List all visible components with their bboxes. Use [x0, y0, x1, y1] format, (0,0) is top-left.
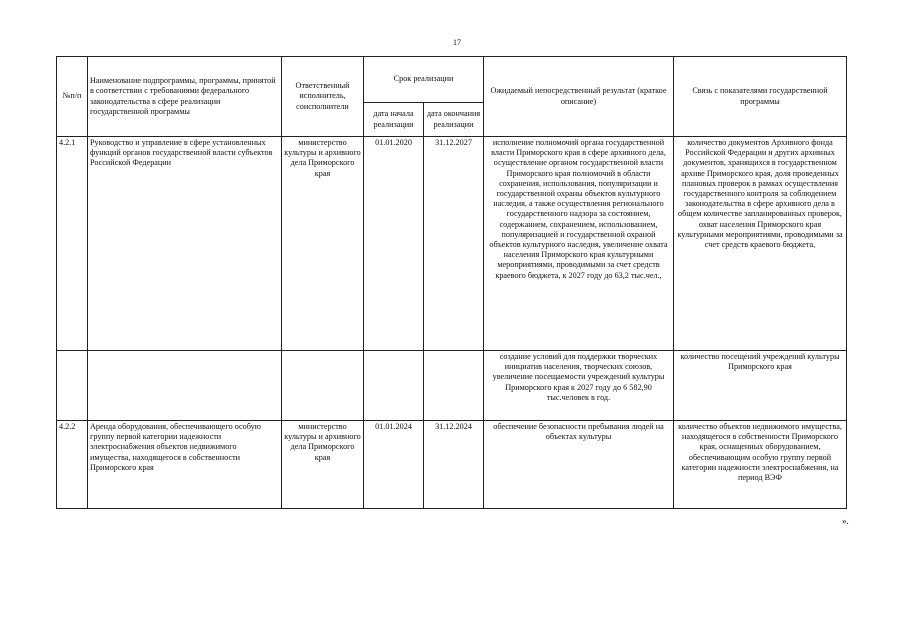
header-start: дата начала реализации: [364, 103, 424, 137]
header-end: дата окончания реализации: [424, 103, 484, 137]
header-term: Срок реализации: [364, 57, 484, 103]
row-responsible: министерство культуры и архивного дела Приморского края: [282, 421, 364, 509]
row-end: 31.12.2027: [424, 137, 484, 351]
row-start: 01.01.2020: [364, 137, 424, 351]
row-end: [424, 351, 484, 421]
row-link: количество документов Архивного фонда Российской Федерации и других архивных документов, хранящихся в государственном архиве Приморского края, доля проведенных плановых проверок в рамках осуществления государственного контроля за соблюдением законодательства в сфере архивного дела в общем количестве запланированных проверок, охват населения Приморского края культурными мероприятиями, проводимыми за счет средств краевого бюджета,: [674, 137, 847, 351]
row-result: создание условий для поддержки творческих инициатив населения, творческих союзов, увеличение посещаемости учреждений культуры Приморского края к 2027 году до 6 582,90 тыс.человек в год.: [484, 351, 674, 421]
row-start: 01.01.2024: [364, 421, 424, 509]
row-name: Аренда оборудования, обеспечивающего особую группу первой категории надежности электроснабжения объектов недвижимого имущества, находящегося в собственности Приморского края: [88, 421, 282, 509]
table-row: [57, 351, 847, 421]
header-num: №п/п: [57, 57, 88, 137]
row-link: количество посещений учреждений культуры Приморского края: [674, 351, 847, 421]
row-result: исполнение полномочий органа государственной власти Приморского края в сфере архивного дела, осуществление органом государственной власти Приморского края полномочий в области сохранения, использования, популяризации и государственной охраны объектов культурного наследия, а также осуществления регионального государственного надзора за состоянием, содержанием, сохранением, использованием, популяризацией и государственной охраной объектов культурного наследия, увеличение охвата населения Приморского края культурными мероприятиями, проводимыми за счет средств краевого бюджета, к 2027 году до 63,2 тыс.чел.,: [484, 137, 674, 351]
row-name: Руководство и управление в сфере установленных функций органов государственной власти субъектов Российской Федерации: [88, 137, 282, 351]
program-table: [56, 56, 847, 509]
row-num: [57, 351, 88, 421]
row-result: обеспечение безопасности пребывания людей на объектах культуры: [484, 421, 674, 509]
table-row: [57, 137, 847, 351]
row-name: [88, 351, 282, 421]
header-responsible: Ответственный исполнитель, соисполнители: [282, 57, 364, 137]
header-result: Ожидаемый непосредственный результат (краткое описание): [484, 57, 674, 137]
row-responsible: министерство культуры и архивного дела Приморского края: [282, 137, 364, 351]
row-num: 4.2.1: [57, 137, 88, 351]
row-num: 4.2.2: [57, 421, 88, 509]
table-row: [57, 421, 847, 509]
closing-quote-mark: ».: [842, 516, 849, 526]
row-end: 31.12.2024: [424, 421, 484, 509]
row-link: количество объектов недвижимого имущества, находящегося в собственности Приморского края, оснащенных оборудованием, обеспечивающим особую группу первой категории надежности электроснабжения, на период ВЭФ: [674, 421, 847, 509]
row-responsible: [282, 351, 364, 421]
header-link: Связь с показателями государственной программы: [674, 57, 847, 137]
row-start: [364, 351, 424, 421]
page-number: 17: [453, 38, 461, 47]
header-name: Наименование подпрограммы, программы, принятой в соответствии с требованиями федерального законодательства в сфере реализации государственной программы: [88, 57, 282, 137]
